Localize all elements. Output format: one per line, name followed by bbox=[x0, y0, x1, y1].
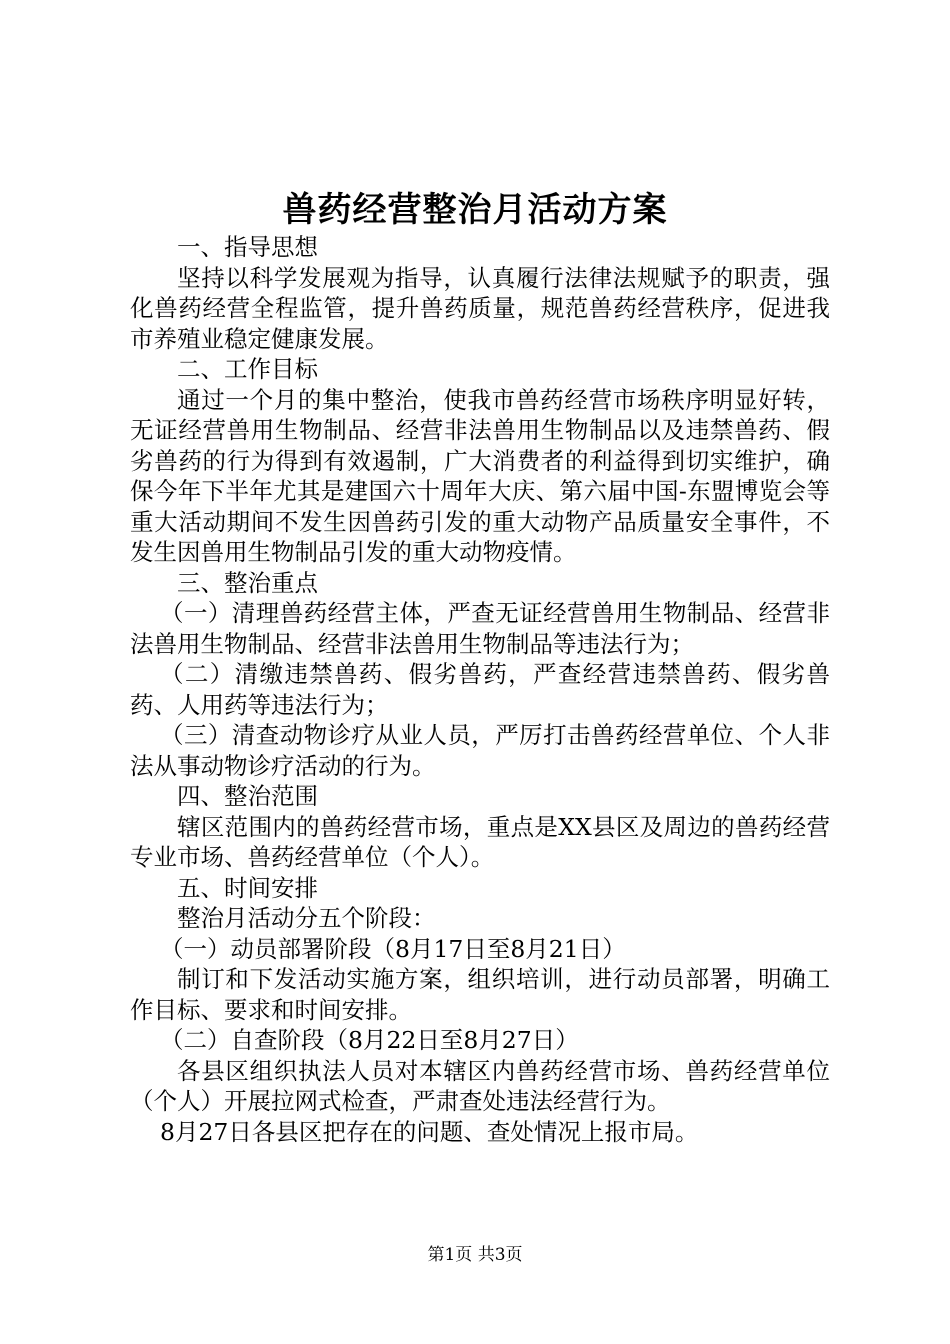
page-footer: 第1页 共3页 bbox=[427, 1245, 523, 1265]
document-paragraph: 整治月活动分五个阶段： bbox=[177, 904, 436, 932]
document-paragraph: 辖区范围内的兽药经营市场，重点是XX县区及周边的兽药经营专业市场、兽药经营单位（个人）。 bbox=[130, 812, 830, 871]
document-paragraph: 制订和下发活动实施方案，组织培训，进行动员部署，明确工作目标、要求和时间安排。 bbox=[130, 965, 830, 1024]
document-paragraph: （二）自查阶段（8月22日至8月27日） bbox=[160, 1026, 579, 1054]
document-paragraph: 8月27日各县区把存在的问题、查处情况上报市局。 bbox=[160, 1117, 699, 1146]
document-paragraph: （三）清查动物诊疗从业人员，严厉打击兽药经营单位、个人非法从事动物诊疗活动的行为。 bbox=[130, 721, 830, 780]
document-paragraph: 坚持以科学发展观为指导，认真履行法律法规赋予的职责，强化兽药经营全程监管，提升兽药质量，规范兽药经营秩序，促进我市养殖业稳定健康发展。 bbox=[130, 263, 830, 353]
document-paragraph: 各县区组织执法人员对本辖区内兽药经营市场、兽药经营单位（个人）开展拉网式检查，严肃查处违法经营行为。 bbox=[130, 1056, 830, 1115]
document-paragraph: （一）清理兽药经营主体，严查无证经营兽用生物制品、经营非法兽用生物制品、经营非法兽用生物制品等违法行为； bbox=[130, 599, 830, 658]
document-paragraph: 三、整治重点 bbox=[177, 568, 318, 597]
document-paragraph: （一）动员部署阶段（8月17日至8月21日） bbox=[160, 934, 626, 963]
document-paragraph: 二、工作目标 bbox=[177, 355, 318, 383]
document-paragraph: 四、整治范围 bbox=[177, 782, 318, 810]
document-paragraph: 一、指导思想 bbox=[177, 233, 318, 261]
document-body bbox=[130, 232, 830, 1147]
document-paragraph: 五、时间安排 bbox=[177, 873, 318, 902]
document-paragraph: 通过一个月的集中整治，使我市兽药经营市场秩序明显好转，无证经营兽用生物制品、经营非法兽用生物制品以及违禁兽药、假劣兽药的行为得到有效遏制，广大消费者的利益得到切实维护，确保今年下半年尤其是建国六十周年大庆、第六届中国-东盟博览会等重大活动期间不发生因兽药引发的重大动物产品质量安全事件，不发生因兽用生物制品引发的重大动物疫情。 bbox=[130, 385, 830, 566]
document-paragraph: （二）清缴违禁兽药、假劣兽药，严查经营违禁兽药、假劣兽药、人用药等违法行为； bbox=[130, 660, 830, 719]
document-title: 兽药经营整治月活动方案 bbox=[282, 190, 668, 230]
